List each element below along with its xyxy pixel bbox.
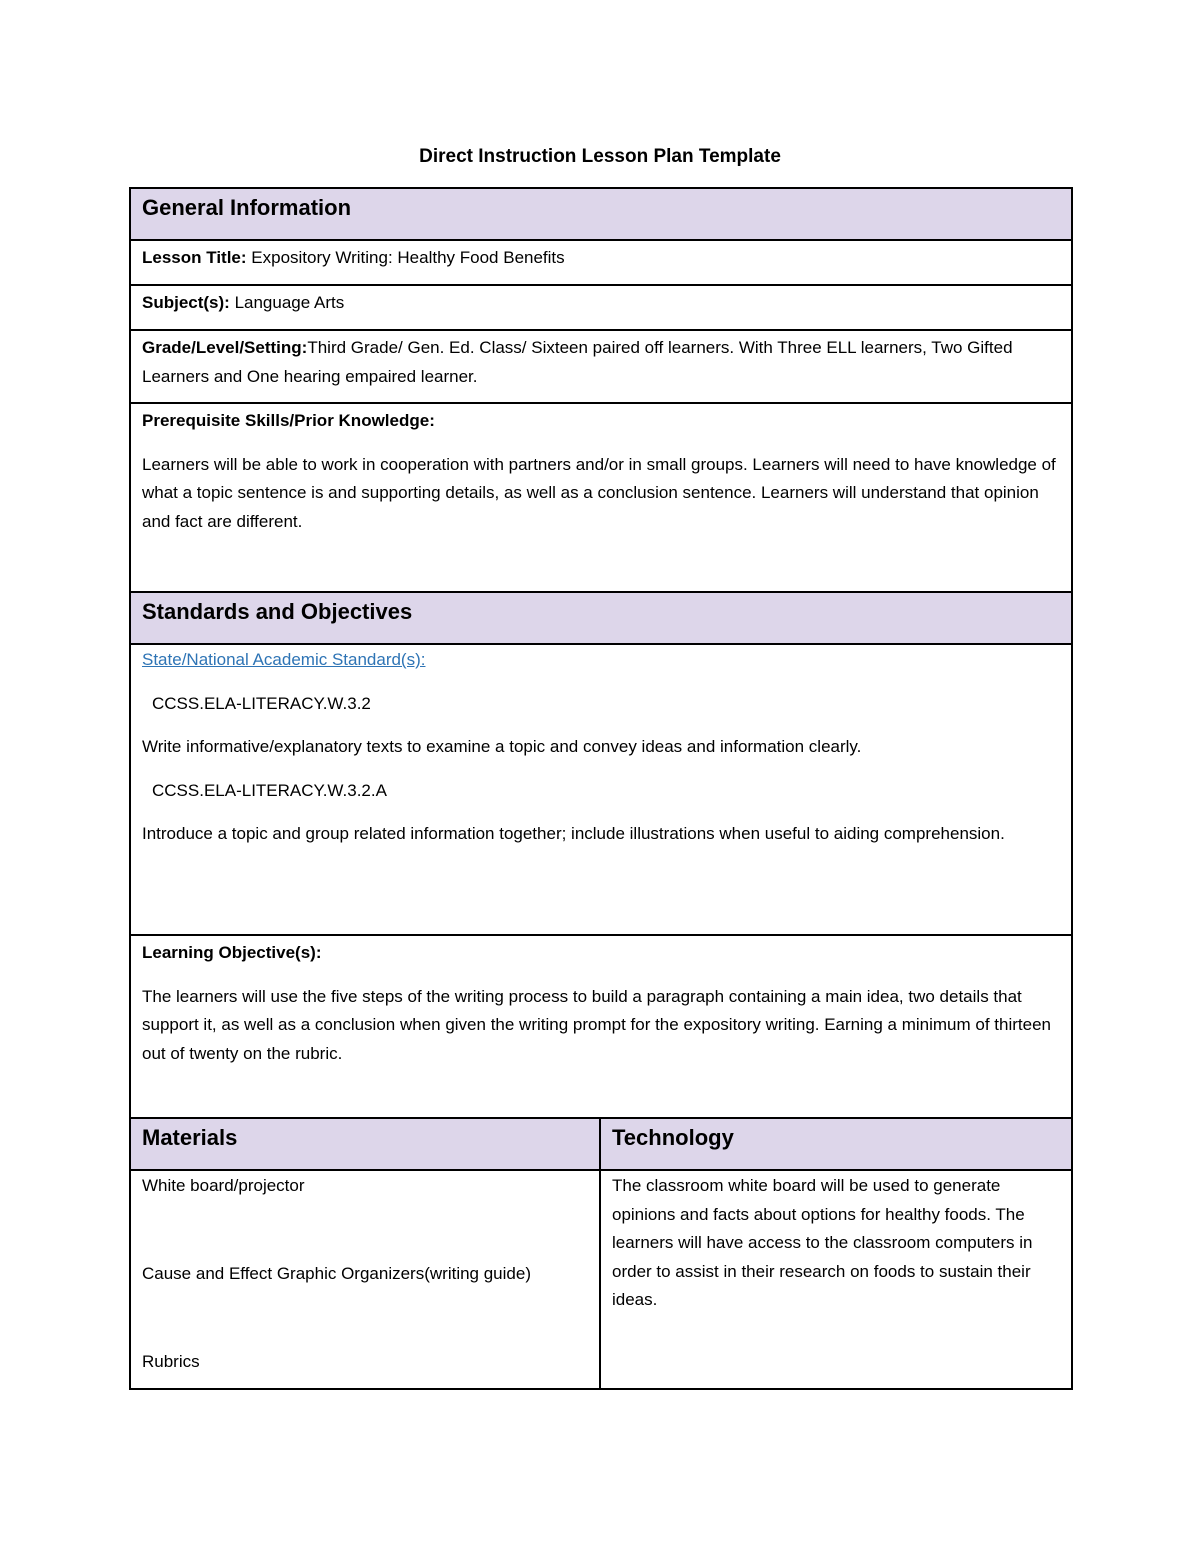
learning-objectives-value: The learners will use the five steps of the writing process to build a paragraph containing a main idea, two details that support it, as well as a conclusion when given the writing prompt for the expository writing. Earning a minimum of thirteen out of twenty on the rubric. (142, 986, 1051, 1063)
lesson-title-cell (130, 240, 1072, 285)
general-information-header-row (130, 188, 1072, 240)
standards-link[interactable]: State/National Academic Standard(s): (142, 650, 426, 669)
subjects-row (130, 285, 1072, 330)
prerequisite-row (130, 403, 1072, 592)
prerequisite-label: Prerequisite Skills/Prior Knowledge: (142, 411, 435, 430)
materials-cell (130, 1170, 600, 1389)
lesson-title-value: Expository Writing: Healthy Food Benefits (246, 248, 565, 267)
materials-item: Cause and Effect Graphic Organizers(writing guide) (142, 1263, 531, 1283)
general-information-header: General Information (130, 188, 1072, 240)
subjects-label: Subject(s): (142, 293, 230, 312)
materials-header: Materials (130, 1118, 600, 1170)
learning-objectives-label: Learning Objective(s): (142, 943, 322, 962)
technology-cell (600, 1170, 1072, 1389)
technology-header: Technology (600, 1118, 1072, 1170)
standards-header-row (130, 592, 1072, 644)
grade-level-label: Grade/Level/Setting: (142, 338, 308, 357)
grade-level-row (130, 330, 1072, 403)
grade-level-cell (130, 330, 1072, 403)
standard-text-2: Introduce a topic and group related information together; include illustrations when useful to aiding comprehension. (142, 824, 1005, 843)
lesson-title-label: Lesson Title: (142, 248, 247, 267)
prerequisite-value: Learners will be able to work in cooperation with partners and/or in small groups. Learners will need to have knowledge of what a topic sentence is and supporting details, as well as a conclusion sentence. Learners will understand that opinion and fact are different. (142, 454, 1056, 531)
subjects-cell (130, 285, 1072, 330)
materials-technology-header-row (130, 1118, 1072, 1170)
standards-header: Standards and Objectives (130, 592, 1072, 644)
grade-level-value: Third Grade/ Gen. Ed. Class/ Sixteen paired off learners. With Three ELL learners, Two Gifted Learners and One hearing empaired learner. (142, 338, 1013, 386)
learning-objectives-row (130, 935, 1072, 1118)
standards-cell (130, 644, 1072, 935)
standard-code-2: CCSS.ELA-LITERACY.W.3.2.A (152, 780, 387, 800)
lesson-plan-table (129, 187, 1073, 1390)
learning-objectives-cell (130, 935, 1072, 1118)
materials-technology-row (130, 1170, 1072, 1389)
technology-text: The classroom white board will be used to generate opinions and facts about options for healthy foods. The learners will have access to the classroom computers in order to assist in their research on foods to sustain their ideas. (612, 1176, 1033, 1309)
standard-text-1: Write informative/explanatory texts to examine a topic and convey ideas and information clearly. (142, 737, 862, 756)
materials-item: Rubrics (142, 1352, 200, 1371)
standards-row (130, 644, 1072, 935)
standard-code-1: CCSS.ELA-LITERACY.W.3.2 (152, 693, 371, 713)
lesson-title-row (130, 240, 1072, 285)
page-title: Direct Instruction Lesson Plan Template (419, 146, 781, 167)
subjects-value: Language Arts (229, 293, 345, 312)
materials-item: White board/projector (142, 1176, 305, 1195)
prerequisite-cell (130, 403, 1072, 592)
